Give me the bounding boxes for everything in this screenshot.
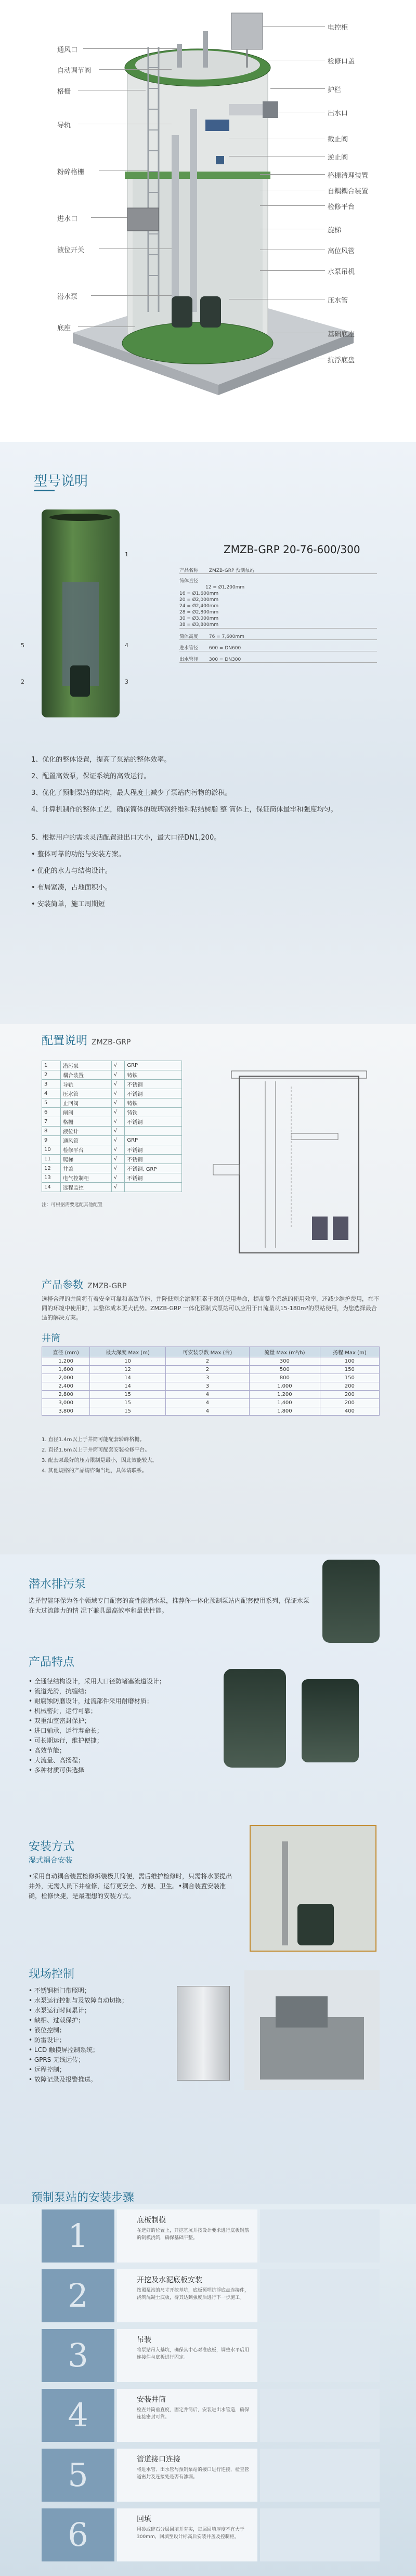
step-desc: 在选好的位置上，开挖基坑并按设计要求进行底板钢筋的制模浇筑，确保基础平整。 — [137, 2228, 250, 2241]
config-cell: 11 — [42, 1155, 61, 1164]
config-note: 注：可根据需要选配其他配置 — [42, 1202, 103, 1208]
control-item: • 水泵运行控制与及故障自动切换； — [29, 1997, 128, 2004]
wells-cell: 4 — [165, 1399, 249, 1407]
config-row — [42, 1183, 182, 1192]
control-item: • 故障记录及报警推送。 — [29, 2076, 97, 2083]
wells-cell: 2,000 — [42, 1374, 90, 1382]
config-cell: 10 — [42, 1145, 61, 1155]
config-cell: 4 — [42, 1089, 61, 1099]
callout-label: 电控柜 — [328, 24, 348, 32]
install-subtitle: 湿式耦合安装 — [29, 1856, 72, 1865]
callout-label: 格栅 — [57, 88, 71, 96]
step-title: 安装井筒 — [137, 2396, 166, 2404]
wells-cell: 3,000 — [42, 1399, 90, 1407]
wells-cell: 4 — [165, 1407, 249, 1416]
feature-bullet: 4、计算机制作的整体工艺，确保简体的玻璃钢纤维和粘结树脂 整 筒体上，保证筒体最牢和强度均匀。 — [31, 806, 337, 814]
step-title: 管道接口连接 — [137, 2455, 180, 2464]
section-title: 配置说明 ZMZB-GRP — [42, 1035, 131, 1048]
config-cell: 爬梯 — [61, 1155, 112, 1164]
wells-table — [42, 1346, 380, 1416]
feature-bullet: 2、配置高效泵，保证系统的高效运行。 — [31, 773, 151, 780]
control-site-image — [244, 1970, 380, 2090]
callout-label: 粉碎格栅 — [57, 168, 85, 176]
config-cell: √ — [111, 1061, 124, 1070]
config-cell: 电气控制柜 — [61, 1173, 112, 1183]
config-cell: 压水管 — [61, 1089, 112, 1099]
wells-cell: 800 — [250, 1374, 320, 1382]
feature-bullet: • 安装简单，施工周期短 — [31, 900, 105, 908]
step-illustration — [260, 2389, 380, 2442]
wells-row — [42, 1399, 380, 1407]
step-desc: 将进水管、出水管与预制泵站的接口进行连接，检查管道密封及连接处是否有渗漏。 — [137, 2467, 250, 2480]
config-cell: √ — [111, 1136, 124, 1145]
step-text-panel — [117, 2508, 257, 2561]
wells-cell: 2 — [165, 1357, 249, 1366]
config-cell: 3 — [42, 1080, 61, 1089]
install-text: •采用自动耦合装置检修拆装极其简便，需后维护检修时，只需将水泵提出井外，无需人员下井检修，运行更安全、方便、卫生。•耦合装置安装准确，检修快捷，是最理想的安装方式。 — [29, 1873, 232, 1900]
feature-bullet: 5、根据用户的需求灵活配置进出口大小，最大口径DN1,200。 — [31, 834, 221, 842]
config-section — [0, 1024, 416, 1554]
control-list — [29, 1986, 164, 2085]
config-row — [42, 1089, 182, 1099]
step-illustration — [260, 2329, 380, 2382]
step-desc: 检查井筒垂直度，固定井筒后，安装进出水管道，确保连接密封可靠。 — [137, 2408, 250, 2420]
feature-bullet: 3、优化了预制泵站的结构，最大程度上减少了泵站内污物的淤积。 — [31, 789, 232, 797]
wells-row — [42, 1366, 380, 1374]
callout-label: 抗浮底盘 — [328, 357, 355, 364]
control-item: • LCD 触摸屏控制系统； — [29, 2046, 99, 2054]
control-title: 现场控制 — [29, 1968, 75, 1981]
wells-cell: 2,400 — [42, 1382, 90, 1391]
step-title: 吊装 — [137, 2336, 151, 2344]
config-cell: √ — [111, 1070, 124, 1080]
wells-cell: 200 — [320, 1382, 379, 1391]
steps-title: 预制泵站的安装步骤 — [31, 2191, 135, 2204]
spec-row-4: 出水管径 300 = DN300 — [179, 656, 377, 663]
step-illustration — [260, 2449, 380, 2502]
control-cabinet-image — [177, 1986, 230, 2081]
feature-item: • 耐腐蚀防磨设计，过流部件采用耐磨材质； — [29, 1697, 153, 1705]
config-cell: √ — [111, 1155, 124, 1164]
config-schematic — [213, 1055, 385, 1263]
config-cell: 13 — [42, 1173, 61, 1183]
wells-cell: 400 — [320, 1407, 379, 1416]
install-step — [42, 2329, 380, 2382]
config-table — [42, 1061, 182, 1192]
steps-section — [0, 2191, 416, 2576]
config-cell: 导轨 — [61, 1080, 112, 1089]
wells-cell: 15 — [90, 1399, 165, 1407]
wells-cell: 10 — [90, 1357, 165, 1366]
callout-label: 底座 — [57, 324, 71, 332]
spec-row-1: 简体直径 12 = Ø1,200mm 16 = Ø1,600mm 20 = Ø2,000mm 24 = Ø2,400mm 28 = Ø2,800mm 30 = Ø3,000mm 38 = Ø3,800mm — [179, 578, 377, 629]
pump-section — [0, 1554, 416, 2204]
params-text: 选择合理的井筒将有着安全可靠和高效节能，并降低剩余淤泥积累于泵的使用寿命，提高整个系统的使用效率，还减少维护费用，在不同的环境中使用时，其整体成本更大优势。ZMZB-GRP 一体化预制式泵站可以应用于日流量从15-180m³的泵站使用，为您选择最合适的解决方案。 — [42, 1296, 379, 1321]
wells-cell: 200 — [320, 1399, 379, 1407]
wells-cell: 150 — [320, 1374, 379, 1382]
wells-cell: 3,800 — [42, 1407, 90, 1416]
step-text-panel — [117, 2449, 257, 2502]
config-cell: GRP — [125, 1136, 182, 1145]
model-section — [0, 442, 416, 1024]
wells-cell: 12 — [90, 1366, 165, 1374]
callout-label: 基础底座 — [328, 331, 355, 338]
config-cell: 止回阀 — [61, 1099, 112, 1108]
config-cell: 9 — [42, 1136, 61, 1145]
wells-row — [42, 1407, 380, 1416]
install-step — [42, 2209, 380, 2263]
config-cell: √ — [111, 1183, 124, 1192]
step-illustration — [260, 2508, 380, 2561]
config-cell: 7 — [42, 1117, 61, 1127]
callout-label: 护栏 — [328, 86, 342, 94]
callout-label: 检修平台 — [328, 203, 355, 211]
wells-header-cell: 扬程 Max (m) — [320, 1347, 379, 1357]
config-cell: √ — [111, 1089, 124, 1099]
control-item: • 远程控制； — [29, 2066, 66, 2073]
config-cell: 12 — [42, 1164, 61, 1173]
config-cell: 通风管 — [61, 1136, 112, 1145]
config-cell: 不锈钢 — [125, 1117, 182, 1127]
config-row — [42, 1155, 182, 1164]
wells-row — [42, 1357, 380, 1366]
step-illustration — [260, 2209, 380, 2263]
callout-label: 出水口 — [328, 110, 348, 117]
feature-item: • 可长期运行，维护便捷； — [29, 1737, 103, 1744]
config-cell: 不锈钢 — [125, 1145, 182, 1155]
features-title: 产品特点 — [29, 1656, 75, 1669]
feature-item: • 大流量、高扬程； — [29, 1757, 84, 1764]
wells-cell: 1,200 — [42, 1357, 90, 1366]
config-cell: 不锈钢 — [125, 1155, 182, 1164]
step-desc: 用砂或碎石分层回填并夯实，每层回填厚度不宜大于300mm，回填至设计标高后安装井盖及控制柜。 — [137, 2527, 245, 2540]
feature-item: • 高效节能； — [29, 1747, 66, 1754]
install-title: 安装方式 — [29, 1840, 75, 1853]
feature-item: • 进口轴承，运行寿命长； — [29, 1727, 103, 1734]
callout-label: 截止阀 — [328, 136, 348, 143]
install-diagram — [250, 1825, 376, 1952]
wells-header-cell: 最大深度 Max (m) — [90, 1347, 165, 1357]
pump-right — [200, 296, 221, 328]
control-item: • 液位控制； — [29, 2026, 66, 2034]
config-cell: √ — [111, 1108, 124, 1117]
wells-cell: 15 — [90, 1391, 165, 1399]
config-row — [42, 1080, 182, 1089]
config-row — [42, 1173, 182, 1183]
spec-row-0: 产品名称 ZMZB-GRP 预制泵站 — [179, 567, 377, 574]
callout-label: 液位开关 — [57, 246, 85, 254]
wells-cell: 1,800 — [250, 1407, 320, 1416]
hero-section — [0, 0, 416, 442]
config-cell: 不锈钢 — [125, 1173, 182, 1183]
feature-bullet: • 布局紧凑，占地面积小。 — [31, 884, 112, 892]
wells-row — [42, 1374, 380, 1382]
callout-label: 通风口 — [57, 46, 78, 54]
config-cell: 5 — [42, 1099, 61, 1108]
step-title: 底板制模 — [137, 2216, 166, 2225]
callout-label: 格栅清理装置 — [328, 172, 369, 180]
tank-callout: 4 — [125, 642, 128, 649]
step-text-panel — [117, 2209, 257, 2263]
wells-cell: 2 — [165, 1366, 249, 1374]
step-number: 3 — [42, 2329, 114, 2382]
config-cell: 闸阀 — [61, 1108, 112, 1117]
callout-label: 自耦耦合装置 — [328, 188, 369, 195]
step-text-panel — [117, 2329, 257, 2382]
callout-label: 进水口 — [57, 215, 78, 223]
config-cell: 14 — [42, 1183, 61, 1192]
tank-callout: 3 — [125, 678, 128, 685]
pump-title: 潜水排污泵 — [29, 1578, 86, 1591]
install-step — [42, 2508, 380, 2561]
config-cell: 不锈钢 — [125, 1089, 182, 1099]
spec-row-2: 简体高度 76 = 7,600mm — [179, 633, 377, 640]
wells-row — [42, 1382, 380, 1391]
feature-item: • 机械密封，运行可靠； — [29, 1707, 97, 1715]
wells-cell: 200 — [320, 1391, 379, 1399]
wells-row — [42, 1391, 380, 1399]
wells-cell: 300 — [250, 1357, 320, 1366]
config-cell: √ — [111, 1117, 124, 1127]
control-item: • 缺相、过载保护； — [29, 2017, 84, 2024]
note: 2. 直径1.6m以上于井筒可配套安装检修平台。 — [42, 1447, 150, 1453]
config-cell: 潜污泵 — [61, 1061, 112, 1070]
step-title: 回填 — [137, 2515, 151, 2523]
wells-header-cell: 流量 Max (m³/h) — [250, 1347, 320, 1357]
wells-notes — [42, 1435, 158, 1476]
wells-cell: 14 — [90, 1374, 165, 1382]
step-number: 4 — [42, 2389, 114, 2442]
step-number: 5 — [42, 2449, 114, 2502]
wells-cell: 14 — [90, 1382, 165, 1391]
callout-label: 导轨 — [57, 122, 71, 129]
wells-cell: 1,600 — [42, 1366, 90, 1374]
config-cell — [125, 1127, 182, 1136]
config-cell: √ — [111, 1173, 124, 1183]
config-cell: √ — [111, 1099, 124, 1108]
config-cell: 耦合装置 — [61, 1070, 112, 1080]
model-code: ZMZB-GRP 20-76-600/300 — [224, 543, 360, 556]
step-title: 开挖及水泥底板安装 — [137, 2276, 202, 2284]
config-row — [42, 1108, 182, 1117]
config-cell: √ — [111, 1164, 124, 1173]
features-list — [29, 1677, 200, 1775]
section-title: 型号说明 — [34, 474, 88, 489]
feature-item: • 多种材质可供选择 — [29, 1767, 84, 1774]
install-step — [42, 2449, 380, 2502]
config-cell: 2 — [42, 1070, 61, 1080]
control-cabinet — [231, 13, 263, 49]
wells-cell: 1,400 — [250, 1399, 320, 1407]
config-row — [42, 1099, 182, 1108]
step-text-panel — [117, 2269, 257, 2322]
config-cell: 检修平台 — [61, 1145, 112, 1155]
callout-label: 高位风管 — [328, 247, 355, 255]
config-row — [42, 1061, 182, 1070]
wells-cell: 150 — [320, 1366, 379, 1374]
wells-cell: 3 — [165, 1382, 249, 1391]
wells-header-cell: 可安装泵数 Max (台) — [165, 1347, 249, 1357]
config-cell: √ — [111, 1127, 124, 1136]
config-cell: 远程监控 — [61, 1183, 112, 1192]
callout-label: 压水管 — [328, 297, 348, 305]
wells-header-cell: 直径 (mm) — [42, 1347, 90, 1357]
config-row — [42, 1117, 182, 1127]
note: 1. 直径1.4m以上于井筒可能配套转峰格栅。 — [42, 1437, 145, 1443]
wells-cell: 1,200 — [250, 1391, 320, 1399]
config-cell — [125, 1183, 182, 1192]
feature-bullet: • 整体可靠的功能与安装方案。 — [31, 851, 125, 858]
step-number: 6 — [42, 2508, 114, 2561]
callout-label: 水泵吊机 — [328, 268, 355, 276]
config-cell: √ — [111, 1080, 124, 1089]
control-item: • 水泵运行时间累计； — [29, 2007, 90, 2014]
note: 4. 其他规格的产品请咨询当地，具体请联系。 — [42, 1468, 147, 1474]
config-cell: 8 — [42, 1127, 61, 1136]
pump-intro: 选择智能环保为各个领域专门配套的高性能潜水泵，推荐你一体化预制泵站内配套使用系列，保证水泵在大过流能力的情 况下兼具最高效率和最优性能。 — [29, 1597, 310, 1614]
config-cell: 铸铁 — [125, 1070, 182, 1080]
config-cell: 1 — [42, 1061, 61, 1070]
config-row — [42, 1136, 182, 1145]
callout-label: 检修口盖 — [328, 58, 355, 66]
wells-cell: 2,800 — [42, 1391, 90, 1399]
control-item: • 防雷设计； — [29, 2036, 66, 2044]
pump-left — [172, 296, 192, 328]
wells-cell: 15 — [90, 1407, 165, 1416]
callout-label: 潜水泵 — [57, 293, 78, 301]
pump-image-2 — [302, 1679, 359, 1762]
callout-label: 旋梯 — [328, 227, 342, 234]
config-cell: 铸铁 — [125, 1108, 182, 1117]
install-step — [42, 2269, 380, 2322]
wells-cell: 4 — [165, 1391, 249, 1399]
config-cell: 不锈钢 — [125, 1080, 182, 1089]
note: 3. 配套泵最好的压力限制是最小，因此效能较大。 — [42, 1458, 158, 1463]
tank-callout: 2 — [21, 678, 24, 685]
tank-callout: 5 — [21, 642, 24, 649]
step-desc: 按照泵站的尺寸开挖基坑，底板预埋抗浮底盘连接件，浇筑混凝土底板，待其达到强度后进行下一步施工。 — [137, 2288, 250, 2300]
step-number: 1 — [42, 2209, 114, 2263]
config-cell: 格栅 — [61, 1117, 112, 1127]
spec-row-3: 进水管径 600 = DN600 — [179, 644, 377, 651]
config-cell: GRP — [125, 1061, 182, 1070]
control-item: • 不锈钢柜门带照明； — [29, 1987, 90, 1994]
control-item: • GPRS 无线远传； — [29, 2056, 85, 2063]
bottom-ring — [122, 322, 273, 364]
config-cell: 液位计 — [61, 1127, 112, 1136]
tank-callout: 1 — [125, 551, 128, 558]
install-step — [42, 2389, 380, 2442]
wells-cell: 100 — [320, 1357, 379, 1366]
feature-item: • 全通径结构设计，采用大口径防堵塞流道设计； — [29, 1678, 165, 1685]
step-desc: 将泵站吊入基坑，确保其中心对准底板，调整水平后用连接件与底板进行固定。 — [137, 2348, 250, 2360]
config-cell: 6 — [42, 1108, 61, 1117]
pump-image-1 — [224, 1669, 286, 1768]
step-illustration — [260, 2269, 380, 2322]
step-number: 2 — [42, 2269, 114, 2322]
feature-item: • 流道光滑，抗缠结； — [29, 1688, 90, 1695]
config-cell: 铸铁 — [125, 1099, 182, 1108]
callout-label: 逆止阀 — [328, 154, 348, 162]
tank-cutaway-image — [42, 509, 120, 717]
feature-item: • 双重油室密封保护； — [29, 1717, 90, 1724]
wells-cell: 500 — [250, 1366, 320, 1374]
config-row — [42, 1070, 182, 1080]
wells-cell: 1,000 — [250, 1382, 320, 1391]
step-text-panel — [117, 2389, 257, 2442]
wells-title: 井筒 — [42, 1333, 60, 1344]
callout-label: 自动调节阀 — [57, 67, 92, 75]
config-row — [42, 1127, 182, 1136]
wells-cell: 3 — [165, 1374, 249, 1382]
config-row — [42, 1164, 182, 1173]
config-cell: √ — [111, 1145, 124, 1155]
feature-bullet: • 优化的水力与结构设计。 — [31, 867, 112, 875]
config-cell: 井盖 — [61, 1164, 112, 1173]
params-title: 产品参数 ZMZB-GRP — [42, 1278, 127, 1291]
config-cell: 不锈钢, GRP — [125, 1164, 182, 1173]
config-row — [42, 1145, 182, 1155]
pump-hero-image — [322, 1560, 380, 1643]
feature-bullet: 1、优化的整体设置，提高了泵站的整体效率。 — [31, 756, 171, 764]
